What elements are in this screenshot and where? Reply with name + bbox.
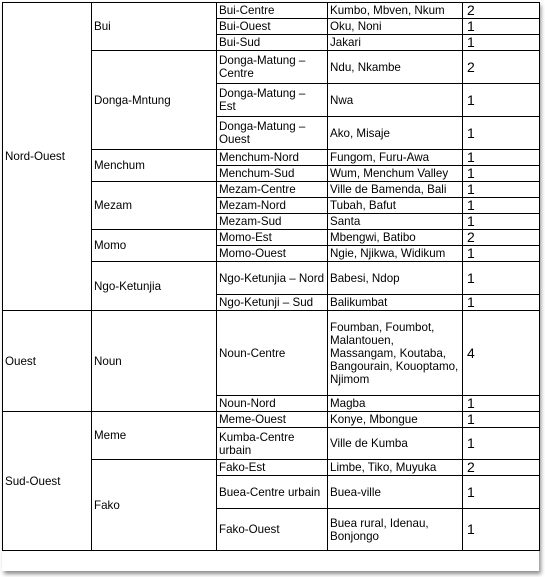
district-cell: Ngo-Ketunji – Sud (217, 295, 328, 311)
department-cell: Momo (92, 230, 217, 262)
count-cell: 1 (463, 246, 540, 262)
table-frame (2, 2, 539, 571)
district-cell: Menchum-Sud (217, 166, 328, 182)
communes-cell: Magba (328, 396, 463, 412)
communes-cell: Ndu, Nkambe (328, 51, 463, 84)
table-row (3, 311, 540, 396)
district-cell: Menchum-Nord (217, 150, 328, 166)
district-cell: Donga-Matung – Centre (217, 51, 328, 84)
communes-cell: Foumban, Foumbot, Malantouen, Massangam, Koutaba, Bangourain, Kouoptamo, Njimom (328, 311, 463, 396)
count-cell: 4 (463, 311, 540, 396)
count-cell: 2 (463, 3, 540, 19)
communes-cell: Balikumbat (328, 295, 463, 311)
district-cell: Ngo-Ketunjia – Nord (217, 262, 328, 295)
communes-cell: Mbengwi, Batibo (328, 230, 463, 246)
department-cell: Menchum (92, 150, 217, 182)
count-cell: 1 (463, 262, 540, 295)
district-cell: Bui-Ouest (217, 19, 328, 35)
district-table (2, 2, 540, 551)
communes-cell: Ngie, Njikwa, Widikum (328, 246, 463, 262)
communes-cell: Ville de Bamenda, Bali (328, 182, 463, 198)
count-cell: 1 (463, 396, 540, 412)
communes-cell: Wum, Menchum Valley (328, 166, 463, 182)
district-cell: Fako-Ouest (217, 509, 328, 551)
table-row (3, 412, 540, 428)
region-cell: Ouest (3, 311, 92, 412)
count-cell: 1 (463, 150, 540, 166)
district-cell: Buea-Centre urbain (217, 476, 328, 509)
district-cell: Donga-Matung – Ouest (217, 117, 328, 150)
district-cell: Momo-Ouest (217, 246, 328, 262)
count-cell: 1 (463, 295, 540, 311)
district-cell: Meme-Ouest (217, 412, 328, 428)
district-cell: Kumba-Centre urbain (217, 428, 328, 460)
district-cell: Mezam-Nord (217, 198, 328, 214)
communes-cell: Nwa (328, 84, 463, 117)
count-cell: 1 (463, 428, 540, 460)
communes-cell: Babesi, Ndop (328, 262, 463, 295)
department-cell: Ngo-Ketunjia (92, 262, 217, 311)
communes-cell: Konye, Mbongue (328, 412, 463, 428)
count-cell: 1 (463, 412, 540, 428)
count-cell: 1 (463, 117, 540, 150)
communes-cell: Jakari (328, 35, 463, 51)
communes-cell: Ako, Misaje (328, 117, 463, 150)
count-cell: 2 (463, 230, 540, 246)
communes-cell: Fungom, Furu-Awa (328, 150, 463, 166)
count-cell: 1 (463, 84, 540, 117)
count-cell: 1 (463, 214, 540, 230)
district-cell: Fako-Est (217, 460, 328, 476)
department-cell: Meme (92, 412, 217, 460)
district-cell: Bui-Sud (217, 35, 328, 51)
count-cell: 1 (463, 19, 540, 35)
district-cell: Noun-Nord (217, 396, 328, 412)
region-cell: Nord-Ouest (3, 3, 92, 311)
department-cell: Fako (92, 460, 217, 551)
district-cell: Mezam-Centre (217, 182, 328, 198)
communes-cell: Oku, Noni (328, 19, 463, 35)
communes-cell: Santa (328, 214, 463, 230)
district-cell: Momo-Est (217, 230, 328, 246)
district-cell: Noun-Centre (217, 311, 328, 396)
count-cell: 1 (463, 182, 540, 198)
district-cell: Mezam-Sud (217, 214, 328, 230)
department-cell: Bui (92, 3, 217, 51)
department-cell: Noun (92, 311, 217, 412)
count-cell: 2 (463, 51, 540, 84)
region-cell: Sud-Ouest (3, 412, 92, 551)
count-cell: 1 (463, 476, 540, 509)
communes-cell: Limbe, Tiko, Muyuka (328, 460, 463, 476)
count-cell: 1 (463, 166, 540, 182)
count-cell: 2 (463, 460, 540, 476)
communes-cell: Ville de Kumba (328, 428, 463, 460)
department-cell: Donga-Mntung (92, 51, 217, 150)
count-cell: 1 (463, 509, 540, 551)
communes-cell: Kumbo, Mbven, Nkum (328, 3, 463, 19)
count-cell: 1 (463, 198, 540, 214)
district-cell: Donga-Matung – Est (217, 84, 328, 117)
communes-cell: Buea rural, Idenau, Bonjongo (328, 509, 463, 551)
district-cell: Bui-Centre (217, 3, 328, 19)
count-cell: 1 (463, 35, 540, 51)
communes-cell: Buea-ville (328, 476, 463, 509)
department-cell: Mezam (92, 182, 217, 230)
communes-cell: Tubah, Bafut (328, 198, 463, 214)
table-row (3, 3, 540, 19)
